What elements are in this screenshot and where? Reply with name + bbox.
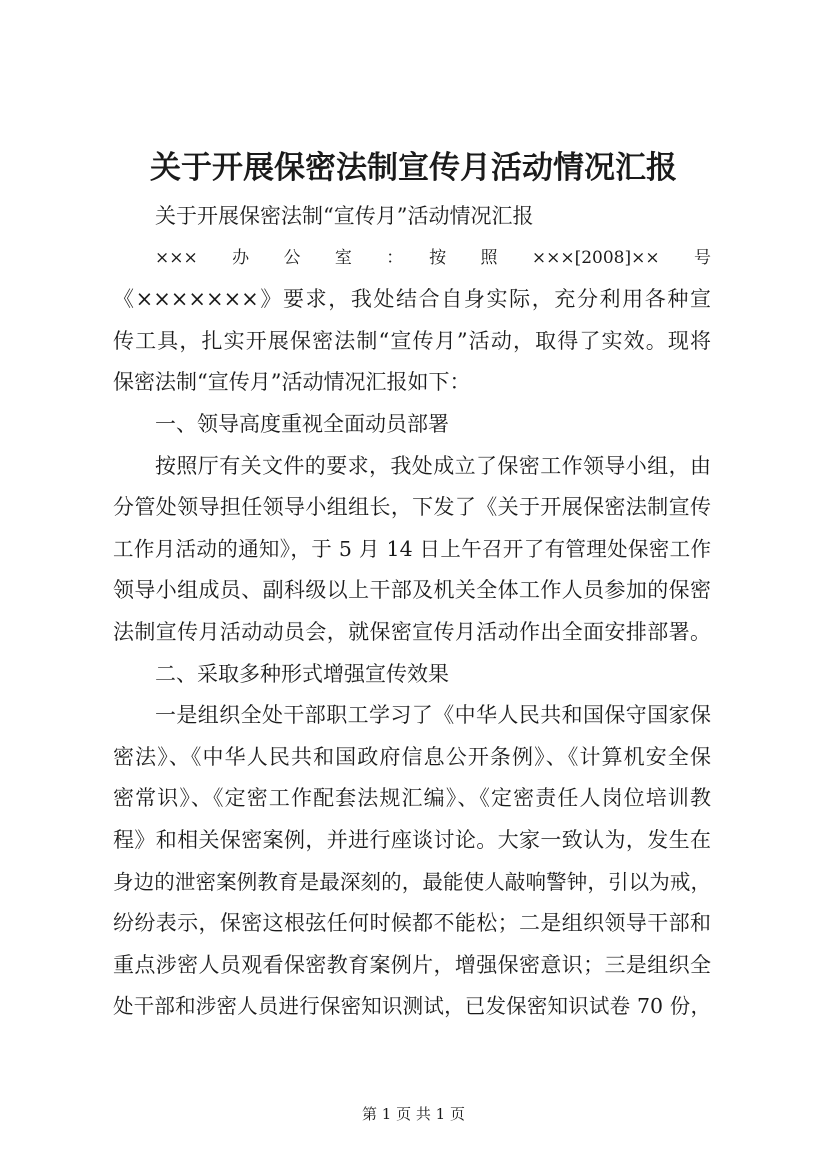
document-body bbox=[113, 196, 711, 1028]
body-line: 工作月活动的通知》，于 5 月 14 日上午召开了有管理处保密工作 bbox=[113, 536, 711, 561]
document-title: 关于开展保密法制宣传月活动情况汇报 bbox=[150, 150, 677, 186]
body-line: 身边的泄密案例教育是最深刻的，最能使人敲响警钟，引以为戒， bbox=[113, 869, 711, 894]
body-line: 重点涉密人员观看保密教育案例片，增强保密意识；三是组织全 bbox=[113, 952, 711, 977]
body-line: 关于开展保密法制“宣传月”活动情况汇报 bbox=[155, 204, 534, 228]
body-line: 一是组织全处干部职工学习了《中华人民共和国保守国家保 bbox=[155, 703, 711, 728]
body-line: 按照厅有关文件的要求，我处成立了保密工作领导小组，由 bbox=[155, 453, 711, 478]
body-line: 处干部和涉密人员进行保密知识测试，已发保密知识试卷 70 份， bbox=[113, 994, 711, 1019]
body-line: 传工具，扎实开展保密法制“宣传月”活动，取得了实效。现将 bbox=[113, 328, 711, 353]
body-line: 纷纷表示，保密这根弦任何时候都不能松；二是组织领导干部和 bbox=[113, 911, 711, 936]
body-line: 领导小组成员、副科级以上干部及机关全体工作人员参加的保密 bbox=[113, 578, 711, 603]
body-line: 分管处领导担任领导小组组长，下发了《关于开展保密法制宣传 bbox=[113, 495, 711, 520]
page-number-footer: 第 1 页 共 1 页 bbox=[362, 1105, 465, 1123]
body-line: 程》和相关保密案例，并进行座谈讨论。大家一致认为，发生在 bbox=[113, 827, 711, 852]
body-line: ××× 办 公 室 ： 按 照 ×××[2008]×× 号 bbox=[155, 247, 711, 268]
body-line: 密常识》、《定密工作配套法规汇编》、《定密责任人岗位培训教 bbox=[113, 786, 711, 811]
body-line: 密法》、《中华人民共和国政府信息公开条例》、《计算机安全保 bbox=[113, 744, 711, 769]
body-line: 法制宣传月活动动员会，就保密宣传月活动作出全面安排部署。 bbox=[113, 619, 711, 644]
body-line: 保密法制“宣传月”活动情况汇报如下： bbox=[113, 370, 471, 395]
section-heading: 一、领导高度重视全面动员部署 bbox=[155, 411, 449, 436]
body-line: 《×××××××》要求，我处结合自身实际，充分利用各种宣 bbox=[113, 287, 711, 312]
section-heading: 二、采取多种形式增强宣传效果 bbox=[155, 661, 449, 686]
